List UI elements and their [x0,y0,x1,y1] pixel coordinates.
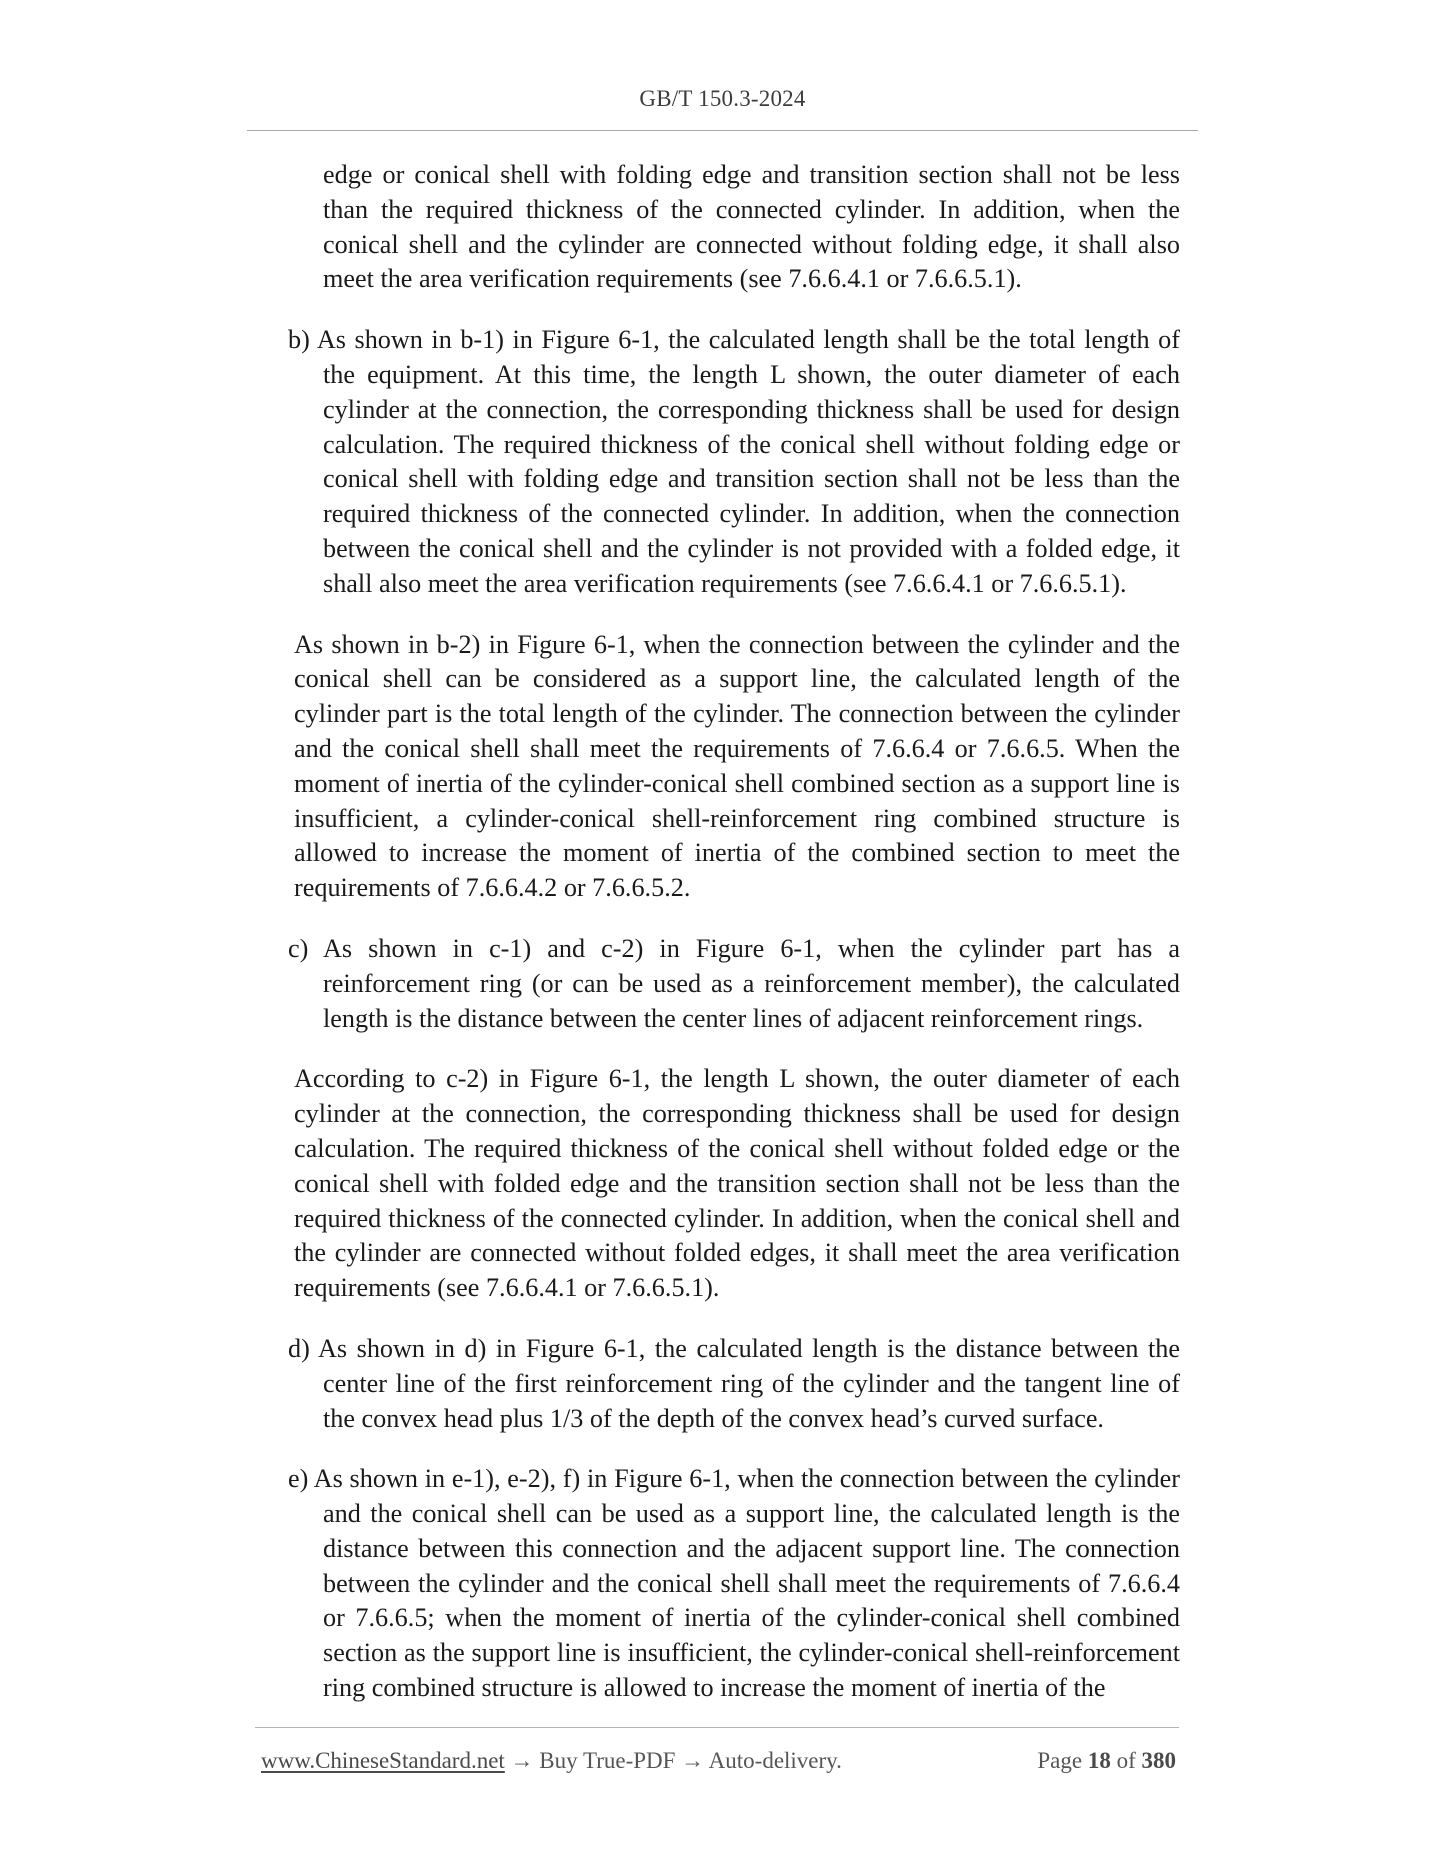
document-header-title: GB/T 150.3-2024 [639,86,806,111]
of-label: of [1116,1748,1136,1773]
paragraph-b2: As shown in b-2) in Figure 6-1, when the connection between the cylinder and the conical shell can be considered as a support line, the calculated length of the cylinder part is the total length of the cylinder. The connection between the cylinder and the conical shell shall meet the requirements of 7.6.6.4 or 7.6.6.5. When the moment of inertia of the cylinder-conical shell combined section as a support line is insufficient, a cylinder-conical shell-reinforcement ring combined structure is allowed to increase the moment of inertia of the combined section to meet the requirements of 7.6.6.4.2 or 7.6.6.5.2. [294,629,1180,903]
paragraph-c2: According to c-2) in Figure 6-1, the length L shown, the outer diameter of each cylinder at the connection, the corresponding thickness shall be used for design calculation. The required thickness of the conical shell without folded edge or the conical shell with folded edge and the transition section shall not be less than the required thickness of the connected cylinder. In addition, when the conical shell and the cylinder are connected without folded edges, it shall meet the area verification requirements (see 7.6.6.4.1 or 7.6.6.5.1). [294,1064,1180,1303]
page-label: Page [1037,1748,1083,1773]
site-link[interactable]: www.ChineseStandard.net [261,1748,505,1773]
page-counter [1037,1748,1176,1774]
promo-text: → Buy True-PDF → Auto-delivery. [504,1748,842,1773]
footer-divider [255,1727,1179,1728]
header-divider [247,130,1198,131]
footer-promo [261,1748,842,1774]
total-pages: 380 [1141,1748,1176,1773]
list-item-b: b) As shown in b-1) in Figure 6-1, the calculated length shall be the total length of the equipment. At this time, the length L shown, the outer diameter of each cylinder at the connection, the corresponding thickness shall be used for design calculation. The required thickness of the conical shell without folding edge or conical shell with folding edge and transition section shall not be less than the required thickness of the connected cylinder. In addition, when the connection between the conical shell and the cylinder is not provided with a folded edge, it shall also meet the area verification requirements (see 7.6.6.4.1 or 7.6.6.5.1). [288,325,1180,598]
list-item-c: c) As shown in c-1) and c-2) in Figure 6-1, when the cylinder part has a reinforcement ring (or can be used as a reinforcement member), the calculated length is the distance between the center lines of adjacent reinforcement rings. [288,933,1180,1033]
list-item-e: e) As shown in e-1), e-2), f) in Figure 6-1, when the connection between the cylinder and the conical shell can be used as a support line, the calculated length is the distance between this connection and the adjacent support line. The connection between the cylinder and the conical shell shall meet the requirements of 7.6.6.4 or 7.6.6.5; when the moment of inertia of the cylinder-conical shell combined section as the support line is insufficient, the cylinder-conical shell-reinforcement ring combined structure is allowed to increase the moment of inertia of the [288,1464,1180,1703]
list-item-d: d) As shown in d) in Figure 6-1, the calculated length is the distance between the center line of the first reinforcement ring of the cylinder and the tangent line of the convex head plus 1/3 of the depth of the convex head’s curved surface. [288,1333,1180,1433]
paragraph-continuation: edge or conical shell with folding edge and transition section shall not be less than the required thickness of the connected cylinder. In addition, when the conical shell and the cylinder are connected without folding edge, it shall also meet the area verification requirements (see 7.6.6.4.1 or 7.6.6.5.1). [323,160,1180,294]
page-number: 18 [1087,1748,1111,1773]
document-body [288,158,1180,1732]
